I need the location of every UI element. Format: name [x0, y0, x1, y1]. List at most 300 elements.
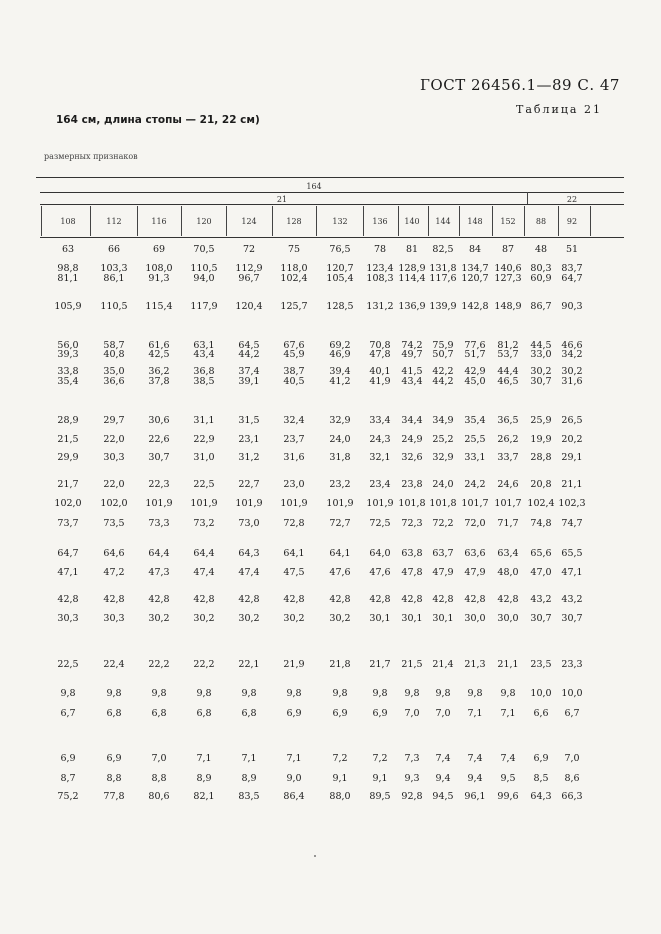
table-cell: 31,1	[193, 415, 215, 426]
table-cell: 42,8	[148, 594, 170, 605]
table-cell: 112,9	[235, 263, 263, 274]
table-cell: 75,9	[432, 340, 454, 351]
table-cell: 23,4	[369, 479, 391, 490]
table-cell: 142,8	[461, 301, 489, 312]
table-cell: 69,2	[329, 340, 351, 351]
table-cell: 103,3	[100, 263, 128, 274]
table-cell: 102,4	[280, 273, 308, 284]
column-divider	[272, 206, 273, 236]
table-cell: 64,4	[148, 548, 170, 559]
table-cell: 6,7	[564, 708, 580, 719]
table-cell: 102,4	[527, 498, 555, 509]
table-cell: 64,3	[238, 548, 260, 559]
table-cell: 9,0	[286, 773, 302, 784]
table-cell: 33,0	[530, 349, 552, 360]
table-cell: 115,4	[145, 301, 173, 312]
table-cell: 7,0	[151, 753, 167, 764]
table-cell: 24,9	[401, 434, 423, 445]
table-cell: 9,8	[106, 688, 122, 699]
table-cell: 24,0	[432, 479, 454, 490]
table-cell: 43,2	[530, 594, 552, 605]
table-cell: 30,0	[497, 613, 519, 624]
table-cell: 30,2	[530, 366, 552, 377]
table-cell: 40,8	[103, 349, 125, 360]
table-cell: 30,2	[283, 613, 305, 624]
table-cell: 120,7	[461, 273, 489, 284]
table-cell: 82,1	[193, 791, 215, 802]
column-header: 152	[500, 217, 516, 226]
table-cell: 33,7	[497, 452, 519, 463]
table-cell: 49,7	[401, 349, 423, 360]
table-cell: 9,1	[332, 773, 348, 784]
table-cell: 6,9	[372, 708, 388, 719]
table-cell: 23,2	[329, 479, 351, 490]
table-cell: 80,6	[148, 791, 170, 802]
column-header: 124	[241, 217, 257, 226]
table-cell: 118,0	[280, 263, 308, 274]
table-cell: 7,1	[286, 753, 302, 764]
table-cell: 127,3	[494, 273, 522, 284]
table-cell: 44,2	[238, 349, 260, 360]
scan-speck	[314, 855, 316, 857]
table-cell: 30,2	[329, 613, 351, 624]
table-cell: 30,2	[193, 613, 215, 624]
table-cell: 31,2	[238, 452, 260, 463]
table-cell: 9,4	[435, 773, 451, 784]
table-cell: 9,8	[467, 688, 483, 699]
table-cell: 35,0	[103, 366, 125, 377]
table-cell: 92,8	[401, 791, 423, 802]
table-cell: 6,9	[332, 708, 348, 719]
table-cell: 136,9	[398, 301, 426, 312]
table-cell: 128,9	[398, 263, 426, 274]
table-cell: 66,3	[561, 791, 583, 802]
table-cell: 37,8	[148, 376, 170, 387]
table-cell: 47,6	[329, 567, 351, 578]
table-cell: 22,9	[193, 434, 215, 445]
table-cell: 139,9	[429, 301, 457, 312]
table-cell: 41,2	[329, 376, 351, 387]
table-cell: 47,4	[238, 567, 260, 578]
column-divider	[492, 206, 493, 236]
table-cell: 6,9	[533, 753, 549, 764]
table-cell: 9,8	[404, 688, 420, 699]
table-cell: 63,6	[464, 548, 486, 559]
column-header: 136	[372, 217, 388, 226]
table-cell: 102,0	[100, 498, 128, 509]
table-cell: 63,7	[432, 548, 454, 559]
table-cell: 120,4	[235, 301, 263, 312]
column-divider	[459, 206, 460, 236]
table-cell: 22,5	[193, 479, 215, 490]
table-cell: 74,2	[401, 340, 423, 351]
table-cell: 117,9	[190, 301, 218, 312]
table-cell: 73,5	[103, 518, 125, 529]
table-cell: 72,3	[401, 518, 423, 529]
table-cell: 32,4	[283, 415, 305, 426]
table-cell: 7,1	[467, 708, 483, 719]
table-cell: 20,8	[530, 479, 552, 490]
table-cell: 65,6	[530, 548, 552, 559]
table-cell: 30,2	[148, 613, 170, 624]
table-cell: 47,9	[432, 567, 454, 578]
table-cell: 101,9	[280, 498, 308, 509]
table-cell: 73,2	[193, 518, 215, 529]
table-cell: 120,7	[326, 263, 354, 274]
column-header: 88	[535, 217, 547, 226]
table-cell: 84	[468, 244, 482, 255]
table-cell: 94,0	[193, 273, 215, 284]
table-cell: 101,7	[461, 498, 489, 509]
table-cell: 20,2	[561, 434, 583, 445]
table-cell: 42,2	[432, 366, 454, 377]
table-cell: 30,3	[103, 452, 125, 463]
table-cell: 72,8	[283, 518, 305, 529]
table-cell: 128,5	[326, 301, 354, 312]
table-cell: 22,2	[148, 659, 170, 670]
table-cell: 73,0	[238, 518, 260, 529]
column-divider	[137, 206, 138, 236]
table-cell: 32,6	[401, 452, 423, 463]
header-bottom-rule	[40, 237, 624, 238]
table-cell: 22,1	[238, 659, 260, 670]
table-cell: 64,7	[561, 273, 583, 284]
table-cell: 86,4	[283, 791, 305, 802]
table-cell: 30,6	[148, 415, 170, 426]
table-cell: 31,0	[193, 452, 215, 463]
table-cell: 105,4	[326, 273, 354, 284]
table-cell: 56,0	[57, 340, 79, 351]
table-cell: 108,0	[145, 263, 173, 274]
table-cell: 83,7	[561, 263, 583, 274]
column-header: 144	[435, 217, 451, 226]
table-cell: 64,1	[329, 548, 351, 559]
table-cell: 42,8	[401, 594, 423, 605]
table-cell: 21,3	[464, 659, 486, 670]
foot-group-21: 21	[276, 195, 288, 204]
table-cell: 72	[242, 244, 256, 255]
table-cell: 30,7	[561, 613, 583, 624]
column-divider	[398, 206, 399, 236]
table-cell: 101,8	[429, 498, 457, 509]
table-cell: 64,5	[238, 340, 260, 351]
table-cell: 7,2	[372, 753, 388, 764]
table-cell: 21,9	[283, 659, 305, 670]
table-cell: 9,5	[500, 773, 516, 784]
column-header: 132	[332, 217, 348, 226]
table-label: Таблица 21	[516, 103, 602, 116]
table-cell: 31,6	[561, 376, 583, 387]
table-cell: 31,6	[283, 452, 305, 463]
table-cell: 28,8	[530, 452, 552, 463]
column-header: 108	[60, 217, 76, 226]
table-cell: 24,0	[329, 434, 351, 445]
table-cell: 24,2	[464, 479, 486, 490]
table-cell: 33,1	[464, 452, 486, 463]
table-cell: 44,4	[497, 366, 519, 377]
table-cell: 22,0	[103, 479, 125, 490]
table-cell: 64,3	[530, 791, 552, 802]
table-cell: 102,0	[54, 498, 82, 509]
column-header: 92	[566, 217, 578, 226]
table-cell: 30,1	[432, 613, 454, 624]
table-cell: 83,5	[238, 791, 260, 802]
table-cell: 36,5	[497, 415, 519, 426]
column-divider	[524, 206, 525, 236]
table-cell: 30,7	[148, 452, 170, 463]
table-cell: 9,8	[500, 688, 516, 699]
table-cell: 25,2	[432, 434, 454, 445]
table-cell: 21,5	[57, 434, 79, 445]
table-cell: 91,3	[148, 273, 170, 284]
table-cell: 9,8	[151, 688, 167, 699]
table-cell: 29,7	[103, 415, 125, 426]
table-cell: 33,4	[369, 415, 391, 426]
table-cell: 37,4	[238, 366, 260, 377]
table-cell: 31,8	[329, 452, 351, 463]
table-cell: 21,1	[497, 659, 519, 670]
table-cell: 25,5	[464, 434, 486, 445]
table-cell: 65,5	[561, 548, 583, 559]
table-cell: 9,8	[332, 688, 348, 699]
table-cell: 117,6	[429, 273, 457, 284]
table-cell: 82,5	[432, 244, 454, 255]
table-subtitle: 164 см, длина стопы — 21, 22 см)	[56, 114, 260, 126]
table-cell: 75,2	[57, 791, 79, 802]
table-cell: 34,4	[401, 415, 423, 426]
table-cell: 110,5	[190, 263, 218, 274]
table-cell: 9,1	[372, 773, 388, 784]
table-cell: 48	[534, 244, 548, 255]
table-cell: 8,7	[60, 773, 76, 784]
table-cell: 8,5	[533, 773, 549, 784]
table-cell: 63	[61, 244, 75, 255]
table-cell: 50,7	[432, 349, 454, 360]
table-cell: 73,7	[57, 518, 79, 529]
table-cell: 42,8	[369, 594, 391, 605]
table-cell: 32,9	[432, 452, 454, 463]
table-cell: 43,4	[193, 349, 215, 360]
table-cell: 88,0	[329, 791, 351, 802]
table-cell: 41,5	[401, 366, 423, 377]
table-cell: 64,7	[57, 548, 79, 559]
table-cell: 9,3	[404, 773, 420, 784]
table-cell: 30,3	[57, 613, 79, 624]
table-cell: 6,9	[106, 753, 122, 764]
table-cell: 22,7	[238, 479, 260, 490]
table-cell: 66	[107, 244, 121, 255]
table-cell: 77,6	[464, 340, 486, 351]
table-cell: 148,9	[494, 301, 522, 312]
table-cell: 42,8	[103, 594, 125, 605]
table-cell: 46,6	[561, 340, 583, 351]
column-divider	[181, 206, 182, 236]
table-cell: 64,0	[369, 548, 391, 559]
table-cell: 21,5	[401, 659, 423, 670]
table-cell: 7,0	[564, 753, 580, 764]
table-cell: 102,3	[558, 498, 586, 509]
table-cell: 23,8	[401, 479, 423, 490]
table-cell: 72,5	[369, 518, 391, 529]
table-cell: 47,2	[103, 567, 125, 578]
table-cell: 31,5	[238, 415, 260, 426]
table-cell: 101,9	[145, 498, 173, 509]
table-cell: 21,8	[329, 659, 351, 670]
table-cell: 21,4	[432, 659, 454, 670]
table-cell: 7,0	[404, 708, 420, 719]
table-cell: 72,7	[329, 518, 351, 529]
table-cell: 30,1	[369, 613, 391, 624]
table-cell: 6,9	[286, 708, 302, 719]
table-cell: 47,5	[283, 567, 305, 578]
table-cell: 47,0	[530, 567, 552, 578]
table-cell: 76,5	[329, 244, 351, 255]
table-cell: 75	[287, 244, 301, 255]
table-cell: 61,6	[148, 340, 170, 351]
table-cell: 77,8	[103, 791, 125, 802]
column-header: 128	[286, 217, 302, 226]
column-divider	[428, 206, 429, 236]
table-cell: 8,6	[564, 773, 580, 784]
table-cell: 43,4	[401, 376, 423, 387]
table-cell: 26,5	[561, 415, 583, 426]
table-cell: 72,0	[464, 518, 486, 529]
table-cell: 23,3	[561, 659, 583, 670]
table-cell: 70,5	[193, 244, 215, 255]
table-cell: 23,0	[283, 479, 305, 490]
table-cell: 36,2	[148, 366, 170, 377]
table-cell: 45,0	[464, 376, 486, 387]
table-cell: 6,8	[151, 708, 167, 719]
table-cell: 123,4	[366, 263, 394, 274]
table-cell: 21,7	[57, 479, 79, 490]
group-rule	[40, 192, 624, 193]
table-cell: 6,7	[60, 708, 76, 719]
table-cell: 43,2	[561, 594, 583, 605]
table-cell: 9,4	[467, 773, 483, 784]
table-cell: 25,9	[530, 415, 552, 426]
table-cell: 131,2	[366, 301, 394, 312]
table-cell: 47,3	[148, 567, 170, 578]
table-cell: 30,0	[464, 613, 486, 624]
table-cell: 98,8	[57, 263, 79, 274]
table-cell: 34,9	[432, 415, 454, 426]
foot-group-22: 22	[566, 195, 578, 204]
table-cell: 96,1	[464, 791, 486, 802]
table-cell: 125,7	[280, 301, 308, 312]
foot-rule	[40, 204, 624, 205]
table-cell: 101,8	[398, 498, 426, 509]
table-cell: 9,8	[435, 688, 451, 699]
table-cell: 29,1	[561, 452, 583, 463]
table-cell: 38,7	[283, 366, 305, 377]
column-divider	[590, 206, 591, 236]
table-cell: 7,4	[435, 753, 451, 764]
table-cell: 140,6	[494, 263, 522, 274]
table-cell: 58,7	[103, 340, 125, 351]
table-cell: 71,7	[497, 518, 519, 529]
table-cell: 8,9	[241, 773, 257, 784]
column-divider	[363, 206, 364, 236]
table-cell: 32,9	[329, 415, 351, 426]
table-cell: 6,9	[60, 753, 76, 764]
table-cell: 42,8	[329, 594, 351, 605]
table-cell: 42,8	[193, 594, 215, 605]
table-cell: 42,8	[464, 594, 486, 605]
table-cell: 32,1	[369, 452, 391, 463]
table-cell: 9,8	[60, 688, 76, 699]
table-cell: 6,8	[196, 708, 212, 719]
table-cell: 51	[565, 244, 579, 255]
table-cell: 7,1	[241, 753, 257, 764]
table-cell: 10,0	[561, 688, 583, 699]
column-header: 112	[106, 217, 122, 226]
table-cell: 44,5	[530, 340, 552, 351]
table-cell: 72,2	[432, 518, 454, 529]
table-cell: 9,8	[241, 688, 257, 699]
table-cell: 63,4	[497, 548, 519, 559]
table-cell: 30,7	[530, 613, 552, 624]
table-cell: 40,5	[283, 376, 305, 387]
column-divider	[41, 206, 42, 236]
table-cell: 86,1	[103, 273, 125, 284]
table-cell: 73,3	[148, 518, 170, 529]
table-cell: 101,9	[326, 498, 354, 509]
table-cell: 47,1	[57, 567, 79, 578]
table-cell: 39,3	[57, 349, 79, 360]
table-cell: 7,1	[500, 708, 516, 719]
standard-code: ГОСТ 26456.1—89 С. 47	[420, 76, 620, 94]
table-cell: 42,8	[57, 594, 79, 605]
table-cell: 108,3	[366, 273, 394, 284]
table-cell: 86,7	[530, 301, 552, 312]
table-cell: 7,3	[404, 753, 420, 764]
table-cell: 45,9	[283, 349, 305, 360]
table-cell: 22,0	[103, 434, 125, 445]
table-cell: 105,9	[54, 301, 82, 312]
table-cell: 23,1	[238, 434, 260, 445]
table-cell: 63,8	[401, 548, 423, 559]
table-cell: 94,5	[432, 791, 454, 802]
table-cell: 7,1	[196, 753, 212, 764]
table-cell: 6,6	[533, 708, 549, 719]
table-cell: 22,3	[148, 479, 170, 490]
table-cell: 47,8	[401, 567, 423, 578]
table-cell: 21,7	[369, 659, 391, 670]
column-header: 120	[196, 217, 212, 226]
table-cell: 40,1	[369, 366, 391, 377]
table-cell: 74,8	[530, 518, 552, 529]
table-cell: 19,9	[530, 434, 552, 445]
table-cell: 8,8	[106, 773, 122, 784]
table-cell: 60,9	[530, 273, 552, 284]
table-cell: 6,8	[106, 708, 122, 719]
table-cell: 22,4	[103, 659, 125, 670]
table-cell: 47,8	[369, 349, 391, 360]
table-cell: 21,1	[561, 479, 583, 490]
table-cell: 48,0	[497, 567, 519, 578]
table-cell: 81,2	[497, 340, 519, 351]
column-header: 116	[151, 217, 167, 226]
table-cell: 24,3	[369, 434, 391, 445]
height-group-label: 164	[306, 182, 322, 191]
table-cell: 42,5	[148, 349, 170, 360]
table-cell: 46,9	[329, 349, 351, 360]
table-cell: 134,7	[461, 263, 489, 274]
table-cell: 42,8	[238, 594, 260, 605]
table-cell: 8,9	[196, 773, 212, 784]
table-cell: 101,9	[235, 498, 263, 509]
